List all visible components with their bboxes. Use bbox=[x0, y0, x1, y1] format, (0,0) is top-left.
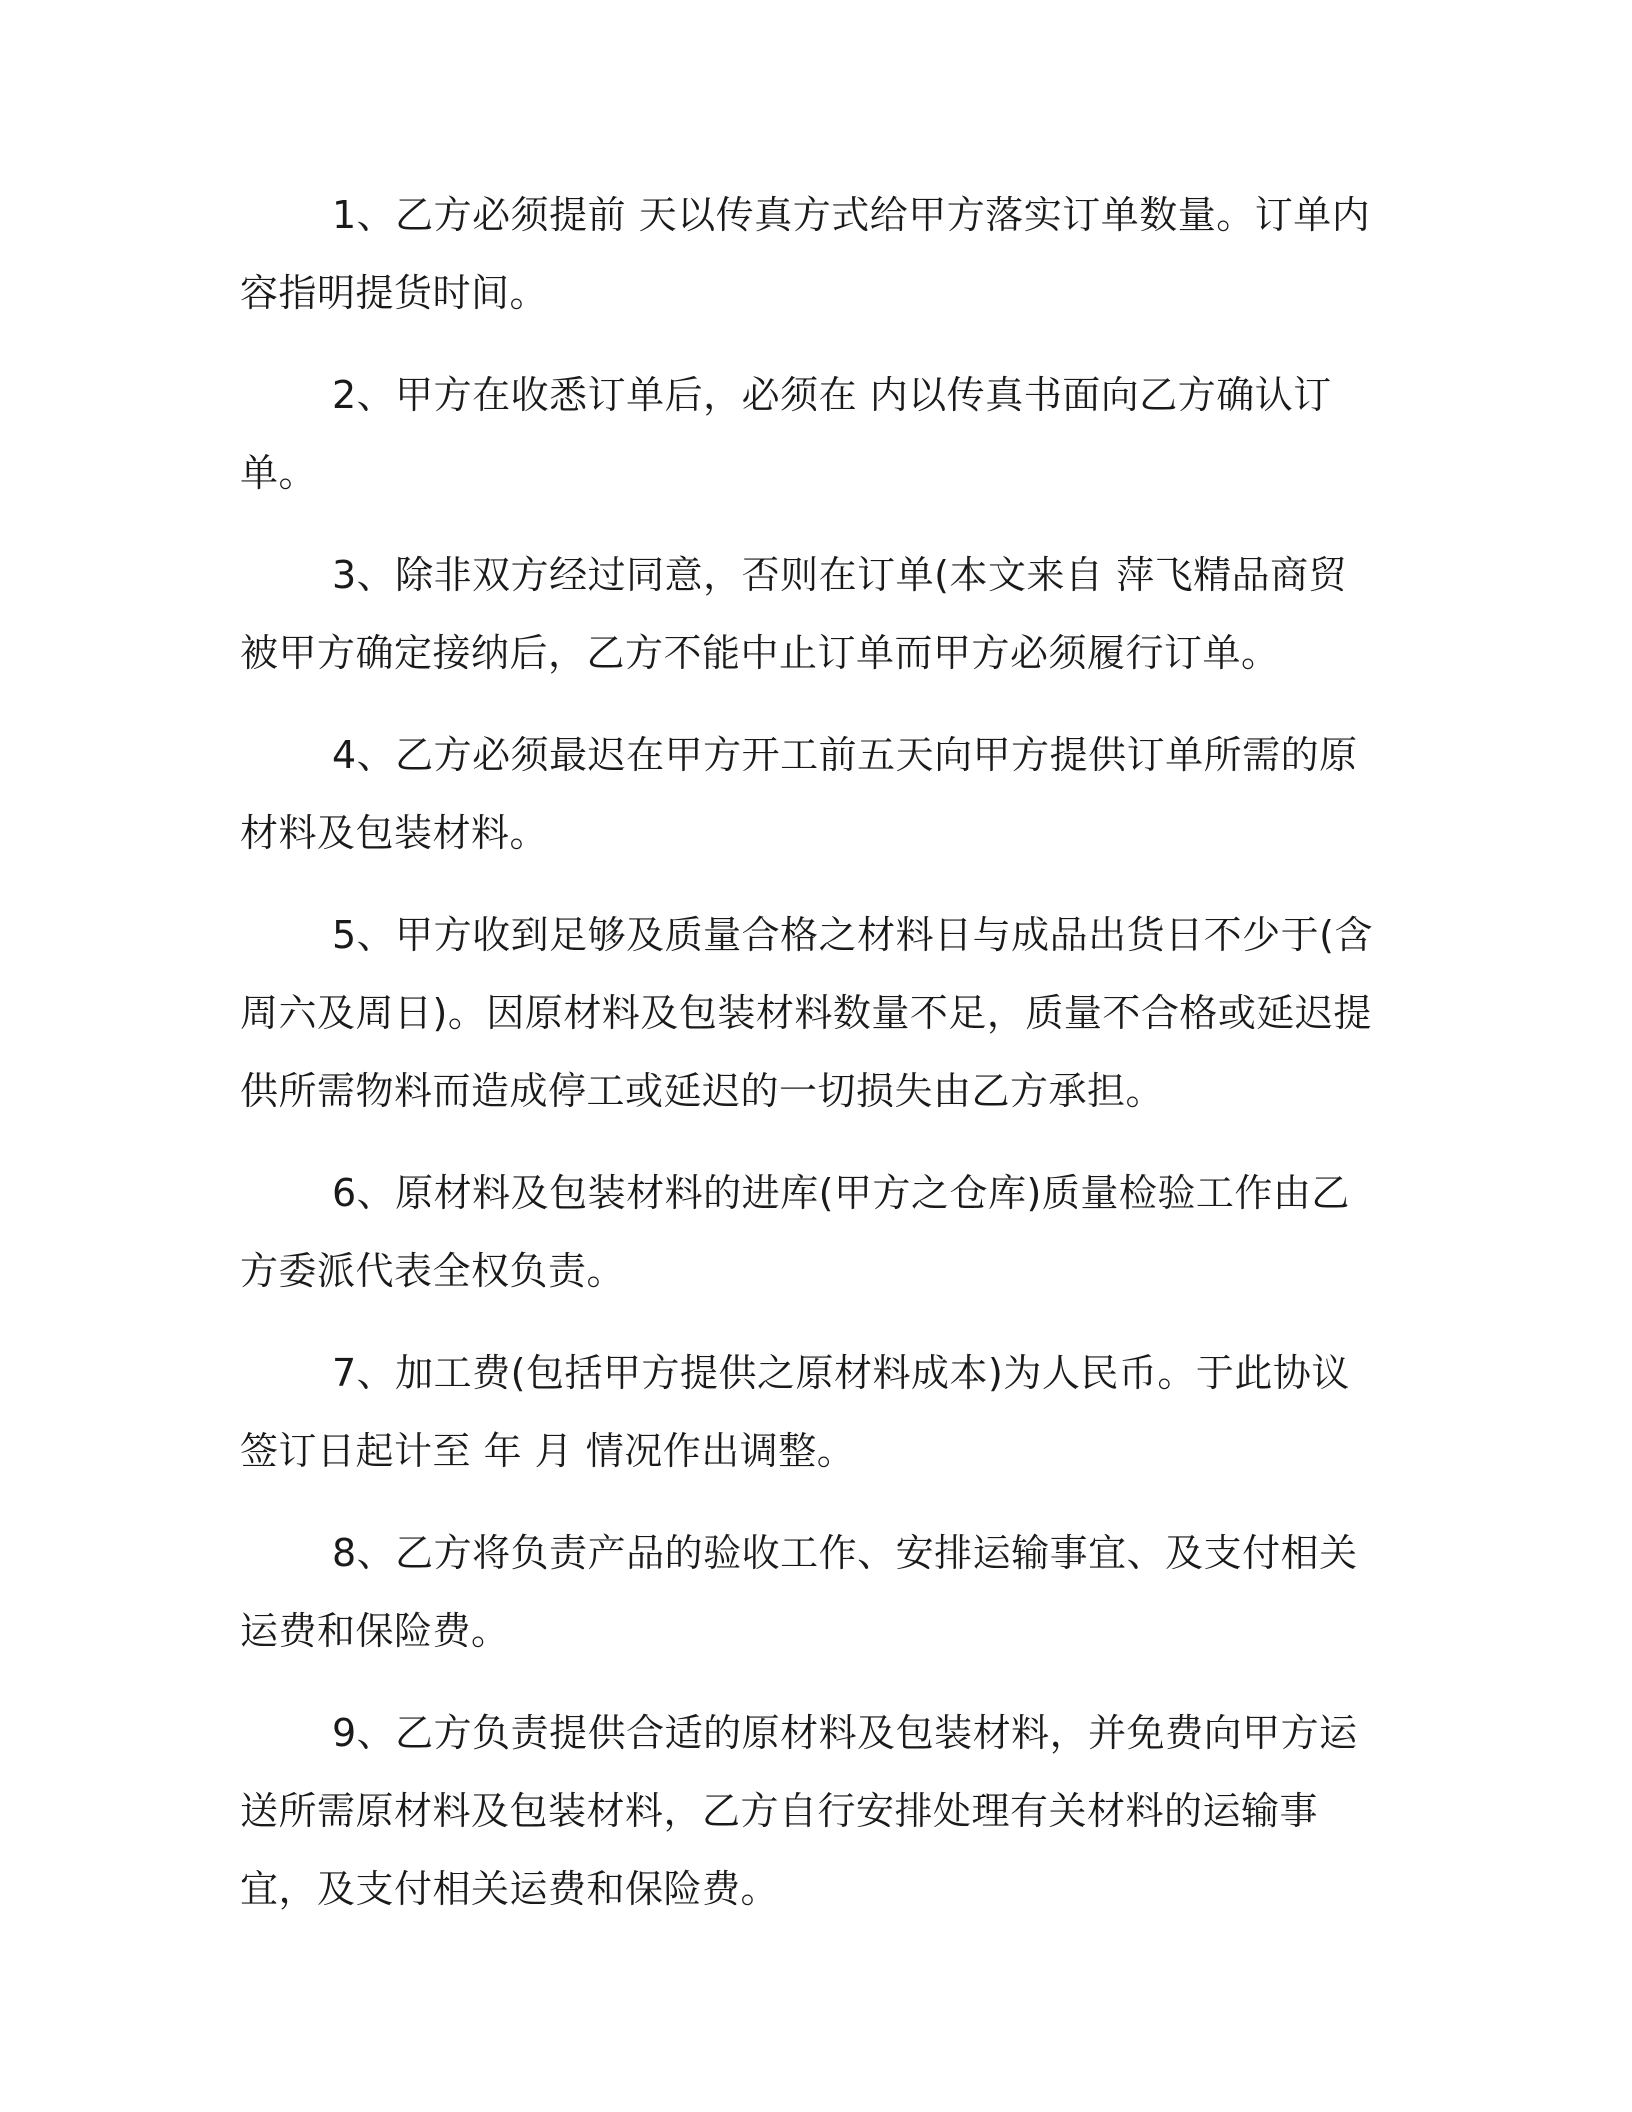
paragraph-2: 2、甲方在收悉订单后，必须在 内以传真书面向乙方确认订单。 bbox=[240, 373, 1332, 495]
paragraph-7: 7、加工费(包括甲方提供之原材料成本)为人民币。于此协议签订日起计至 年 月 情况作出调整。 bbox=[240, 1351, 1350, 1473]
paragraph-4: 4、乙方必须最迟在甲方开工前五天向甲方提供订单所需的原材料及包装材料。 bbox=[240, 733, 1358, 855]
paragraph-8: 8、乙方将负责产品的验收工作、安排运输事宜、及支付相关运费和保险费。 bbox=[240, 1531, 1358, 1653]
paragraph-1: 1、乙方必须提前 天以传真方式给甲方落实订单数量。订单内容指明提货时间。 bbox=[240, 193, 1371, 315]
paragraph-9: 9、乙方负责提供合适的原材料及包装材料，并免费向甲方运送所需原材料及包装材料，乙方自行安排处理有关材料的运输事宜，及支付相关运费和保险费。 bbox=[240, 1711, 1358, 1911]
paragraph-3: 3、除非双方经过同意，否则在订单(本文来自 萍飞精品商贸被甲方确定接纳后，乙方不能中止订单而甲方必须履行订单。 bbox=[240, 553, 1348, 675]
document-body bbox=[240, 176, 1380, 1952]
paragraph-6: 6、原材料及包装材料的进库(甲方之仓库)质量检验工作由乙方委派代表全权负责。 bbox=[240, 1171, 1350, 1293]
paragraph-5: 5、甲方收到足够及质量合格之材料日与成品出货日不少于(含周六及周日)。因原材料及包装材料数量不足，质量不合格或延迟提供所需物料而造成停工或延迟的一切损失由乙方承担。 bbox=[240, 913, 1374, 1113]
